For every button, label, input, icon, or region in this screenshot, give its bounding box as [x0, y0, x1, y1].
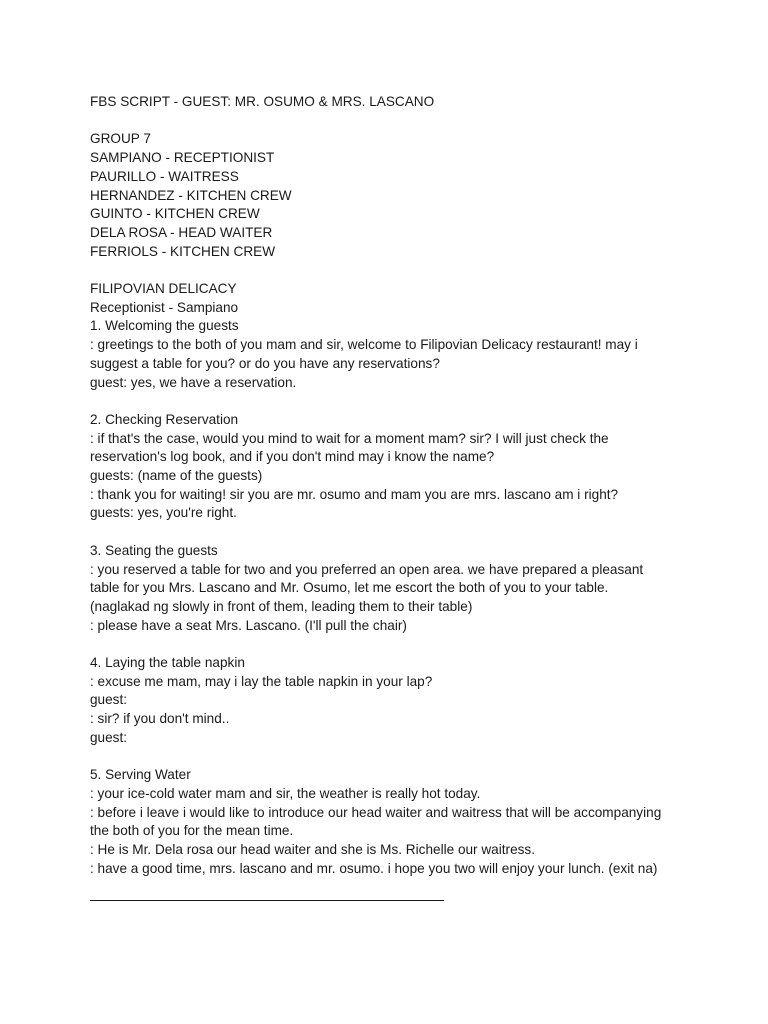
spacer — [90, 635, 730, 654]
spacer — [90, 112, 730, 131]
script-line: : greetings to the both of you mam and sir, welcome to Filipovian Delicacy restaurant! may i — [90, 337, 638, 353]
group-member: FERRIOLS - KITCHEN CREW — [90, 243, 276, 259]
script-line: : excuse me mam, may i lay the table napkin in your lap? — [90, 673, 433, 689]
section-heading: 2. Checking Reservation — [90, 411, 239, 427]
script-line: guest: — [90, 692, 128, 708]
script-line: : before i leave i would like to introduce our head waiter and waitress that will be accompanying — [90, 804, 662, 820]
document-title: FBS SCRIPT - GUEST: MR. OSUMO & MRS. LASCANO — [90, 94, 435, 109]
script-line: the both of you for the mean time. — [90, 823, 294, 839]
group-member: DELA ROSA - HEAD WAITER — [90, 224, 273, 240]
section-heading: 3. Seating the guests — [90, 542, 218, 558]
script-line: : your ice-cold water mam and sir, the weather is really hot today. — [90, 785, 481, 801]
script-line: guest: — [90, 729, 128, 745]
section-heading: 1. Welcoming the guests — [90, 318, 239, 334]
spacer — [90, 748, 730, 767]
section-heading: 5. Serving Water — [90, 767, 191, 783]
script-line: : thank you for waiting! sir you are mr. osumo and mam you are mrs. lascano am i right? — [90, 486, 619, 502]
script-line: : if that's the case, would you mind to wait for a moment mam? sir? I will just check the — [90, 430, 609, 446]
spacer — [90, 392, 730, 411]
spacer — [90, 523, 730, 542]
group-member: SAMPIANO - RECEPTIONIST — [90, 150, 275, 166]
section-heading: 4. Laying the table napkin — [90, 655, 245, 671]
role-line: Receptionist - Sampiano — [90, 299, 239, 315]
script-line: reservation's log book, and if you don't mind may i know the name? — [90, 449, 495, 465]
script-line: : He is Mr. Dela rosa our head waiter and she is Ms. Richelle our waitress. — [90, 842, 535, 858]
spacer — [90, 261, 730, 280]
script-line: suggest a table for you? or do you have any reservations? — [90, 355, 440, 371]
document-page — [90, 93, 730, 901]
group-member: GUINTO - KITCHEN CREW — [90, 206, 260, 222]
restaurant-name: FILIPOVIAN DELICACY — [90, 281, 237, 296]
script-line: : have a good time, mrs. lascano and mr. osumo. i hope you two will enjoy your lunch. (exit na) — [90, 860, 658, 876]
group-member: PAURILLO - WAITRESS — [90, 168, 239, 184]
group-member: HERNANDEZ - KITCHEN CREW — [90, 187, 292, 203]
script-line: table for you Mrs. Lascano and Mr. Osumo, let me escort the both of you to your table. — [90, 580, 609, 596]
script-line: (naglakad ng slowly in front of them, leading them to their table) — [90, 598, 473, 614]
script-line: : please have a seat Mrs. Lascano. (I'll pull the chair) — [90, 617, 407, 633]
script-line: guest: yes, we have a reservation. — [90, 374, 297, 390]
script-line: guests: (name of the guests) — [90, 468, 263, 484]
script-line: : you reserved a table for two and you preferred an open area. we have prepared a pleasant — [90, 561, 644, 577]
script-line: guests: yes, you're right. — [90, 505, 237, 521]
horizontal-rule — [90, 900, 444, 901]
group-heading: GROUP 7 — [90, 131, 151, 147]
script-line: : sir? if you don't mind.. — [90, 711, 230, 727]
